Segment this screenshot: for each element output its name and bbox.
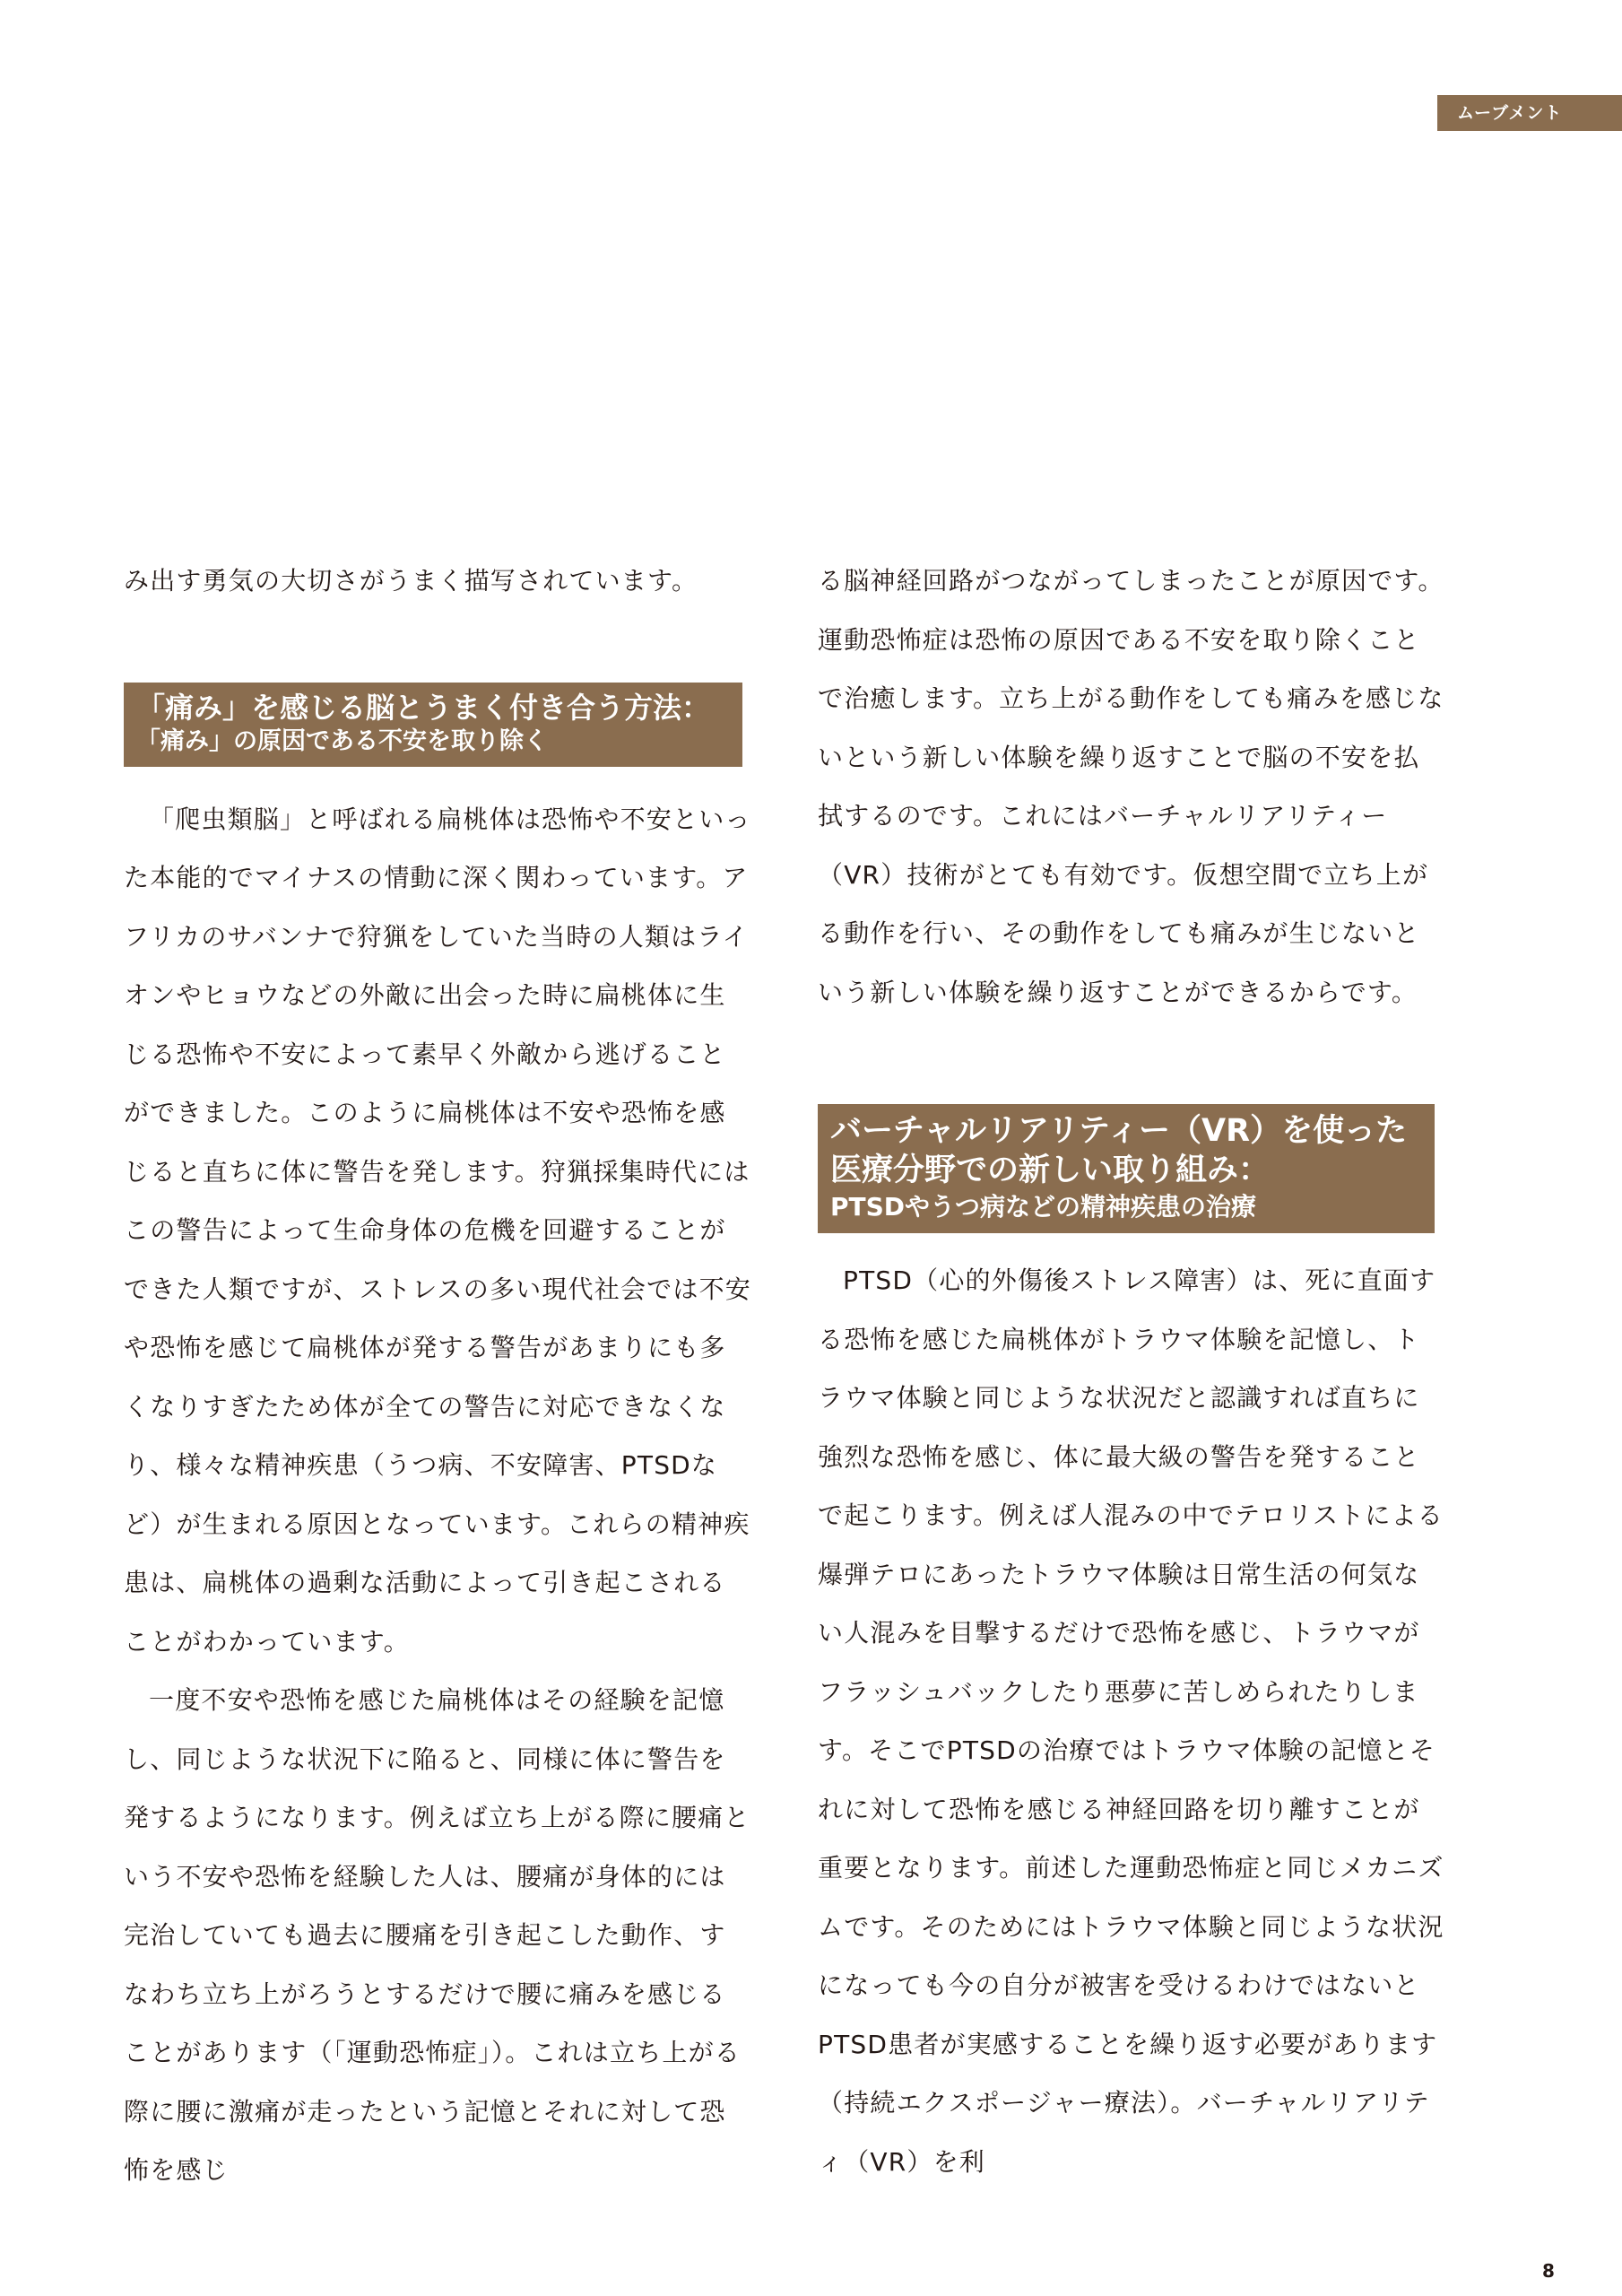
intro-line: み出す勇気の大切さがうまく描写されています。 — [124, 566, 698, 596]
section-heading-vr — [818, 1104, 1435, 1233]
heading-vr-title-line2: 医療分野での新しい取り組み： — [830, 1152, 1271, 1188]
paragraph-ptsd: PTSD（心的外傷後ストレス障害）は、死に直面する恐怖を感じた扁桃体がトラウマ体験を記憶し、トラウマ体験と同じような状況だと認識すれば直ちに強烈な恐怖を感じ、体に最大級の警告を発することで起こります。例えば人混みの中でテロリストによる爆弾テロにあったトラウマ体験は日常生活の何気ない人混みを目撃するだけで恐怖を感じ、トラウマがフラッシュバックしたり悪夢に苦しめられたりします。そこでPTSDの治療ではトラウマ体験の記憶とそれに対して恐怖を感じる神経回路を切り離すことが重要となります。前述した運動恐怖症と同じメカニズムです。そのためにはトラウマ体験と同じような状況になっても今の自分が被害を受けるわけではないとPTSD患者が実感することを繰り返す必要があります（持続エクスポージャー療法）。バーチャルリアリティ（VR）を利 — [818, 1265, 1444, 2177]
right-column — [818, 552, 1445, 2191]
heading-vr-title-line1: バーチャルリアリティー（VR）を使った — [830, 1113, 1408, 1149]
page-number: 8 — [1542, 2260, 1555, 2282]
paragraph-vr-therapy: る脳神経回路がつながってしまったことが原因です。運動恐怖症は恐怖の原因である不安を取り除くことで治癒します。立ち上がる動作をしても痛みを感じないという新しい体験を繰り返すことで脳の不安を払拭するのです。これにはバーチャルリアリティー（VR）技術がとても有効です。仮想空間で立ち上がる動作を行い、その動作をしても痛みが生じないという新しい体験を繰り返すことができるからです。 — [818, 566, 1444, 1007]
heading-vr-subtitle: PTSDやうつ病などの精神疾患の治療 — [830, 1192, 1257, 1222]
section-tab: ムーブメント — [1437, 95, 1622, 131]
paragraph-kinesiophobia: 一度不安や恐怖を感じた扁桃体はその経験を記憶し、同じような状況下に陥ると、同様に体に警告を発するようになります。例えば立ち上がる際に腰痛という不安や恐怖を経験した人は、腰痛が身体的には完治していても過去に腰痛を引き起こした動作、すなわち立ち上がろうとするだけで腰に痛みを感じることがあります（「運動恐怖症」）。これは立ち上がる際に腰に激痛が走ったという記憶とそれに対して恐怖を感じ — [124, 1685, 750, 2185]
left-column — [124, 552, 751, 2200]
paragraph-amygdala: 「爬虫類脳」と呼ばれる扁桃体は恐怖や不安といった本能的でマイナスの情動に深く関わっています。アフリカのサバンナで狩猟をしていた当時の人類はライオンやヒョウなどの外敵に出会った時に扁桃体に生じる恐怖や不安によって素早く外敵から逃げることができました。このように扁桃体は不安や恐怖を感じると直ちに体に警告を発します。狩猟採集時代にはこの警告によって生命身体の危機を回避することができた人類ですが、ストレスの多い現代社会では不安や恐怖を感じて扁桃体が発する警告があまりにも多くなりすぎたため体が全ての警告に対応できなくなり、様々な精神疾患（うつ病、不安障害、PTSDなど）が生まれる原因となっています。これらの精神疾患は、扁桃体の過剰な活動によって引き起こされることがわかっています。 — [124, 804, 751, 1657]
heading-pain-title: 「痛み」を感じる脳とうまく付き合う方法： — [136, 690, 711, 725]
section-heading-pain — [124, 683, 742, 767]
heading-pain-subtitle: 「痛み」の原因である不安を取り除く — [136, 726, 548, 755]
